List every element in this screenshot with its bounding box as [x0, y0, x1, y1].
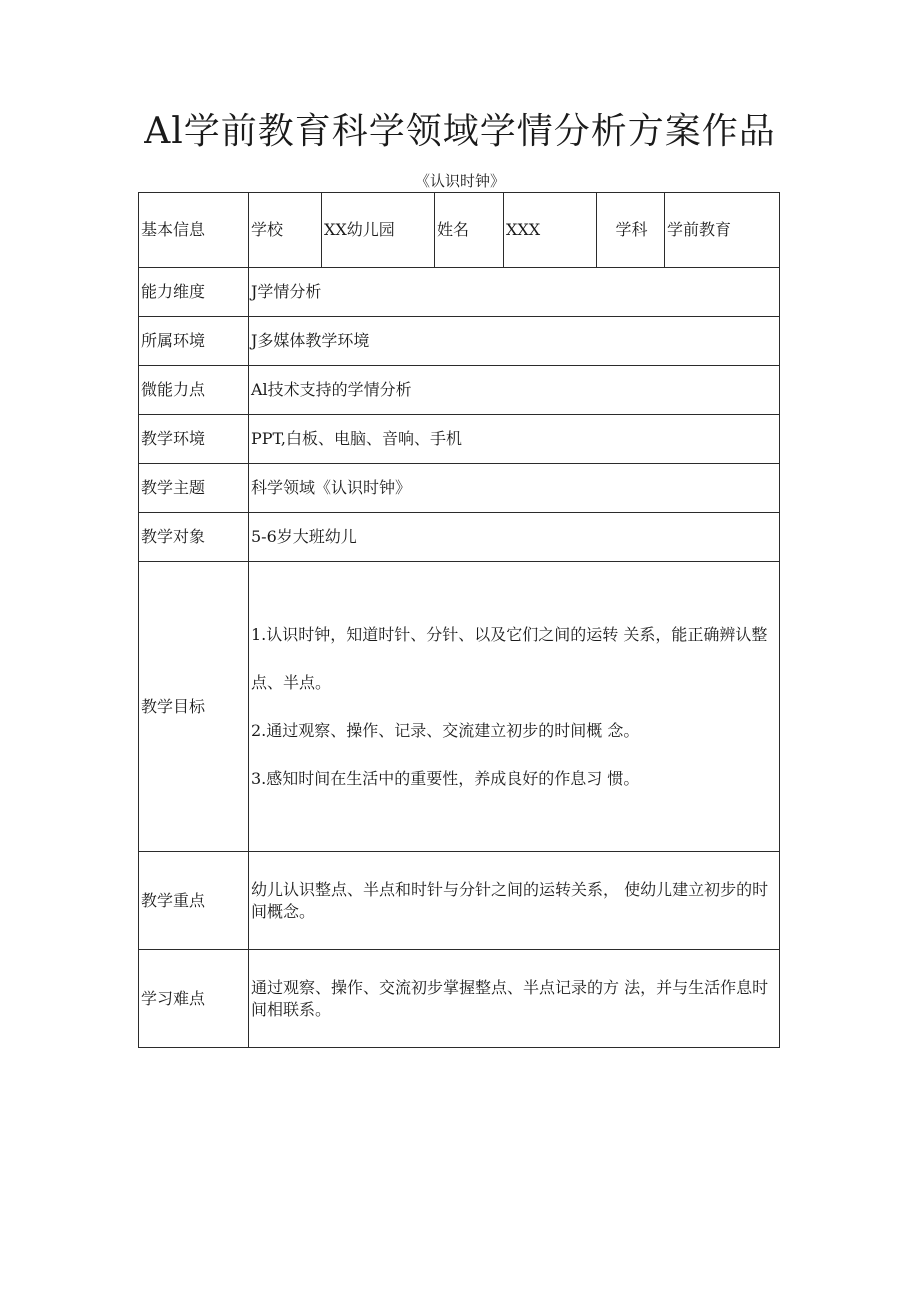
- basic-info-label: 基本信息: [139, 193, 249, 268]
- row-label: 所属环境: [139, 317, 249, 366]
- row-label: 微能力点: [139, 366, 249, 415]
- row-value: PPT,白板、电脑、音响、手机: [249, 415, 780, 464]
- difficulties-value: 通过观察、操作、交流初步掌握整点、半点记录的方 法，并与生活作息时间相联系。: [249, 950, 780, 1048]
- key-points-value: 幼儿认识整点、半点和时针与分针之间的运转关系， 使幼儿建立初步的时间概念。: [249, 852, 780, 950]
- row-label: 教学对象: [139, 513, 249, 562]
- teaching-environment-row: [139, 415, 780, 464]
- row-value: 5-6岁大班幼儿: [249, 513, 780, 562]
- environment-row: [139, 317, 780, 366]
- row-label: 教学环境: [139, 415, 249, 464]
- goal-item: 3.感知时间在生活中的重要性，养成良好的作息习 惯。: [251, 768, 640, 788]
- teaching-goals-row: [139, 562, 780, 852]
- subject-value: 学前教育: [665, 193, 780, 268]
- goal-item: 1.认识时钟，知道时针、分针、以及它们之间的运转 关系，能正确辨认整点、半点。: [251, 624, 768, 692]
- difficulties-row: [139, 950, 780, 1048]
- school-label: 学校: [249, 193, 322, 268]
- goals-content: [249, 562, 780, 852]
- key-points-row: [139, 852, 780, 950]
- subject-label: 学科: [597, 193, 665, 268]
- name-label: 姓名: [435, 193, 504, 268]
- document-subtitle: 《认识时钟》: [414, 172, 505, 190]
- goal-item: 2.通过观察、操作、记录、交流建立初步的时间概 念。: [251, 720, 640, 740]
- row-label: 能力维度: [139, 268, 249, 317]
- goals-label: 教学目标: [139, 562, 249, 852]
- row-value: J多媒体教学环境: [249, 317, 780, 366]
- micro-ability-row: [139, 366, 780, 415]
- school-value: XX幼儿园: [322, 193, 435, 268]
- name-value: XXX: [504, 193, 597, 268]
- basic-info-row: [139, 193, 780, 268]
- difficulties-label: 学习难点: [139, 950, 249, 1048]
- row-value: Al技术支持的学情分析: [249, 366, 780, 415]
- key-points-label: 教学重点: [139, 852, 249, 950]
- row-value: 科学领域《认识时钟》: [249, 464, 780, 513]
- row-label: 教学主题: [139, 464, 249, 513]
- teaching-theme-row: [139, 464, 780, 513]
- row-value: J学情分析: [249, 268, 780, 317]
- ability-dimension-row: [139, 268, 780, 317]
- info-table: [138, 192, 780, 1048]
- document-title: Al学前教育科学领域学情分析方案作品: [144, 111, 776, 152]
- teaching-target-row: [139, 513, 780, 562]
